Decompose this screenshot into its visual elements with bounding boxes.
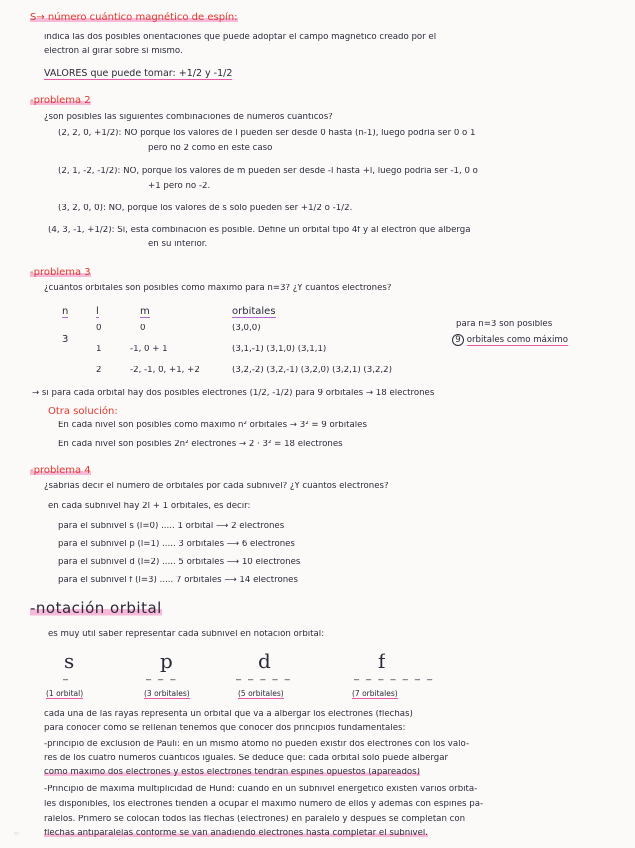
- watermark-logo: ▭: [14, 832, 19, 837]
- caption-f: [352, 690, 398, 699]
- table-n-value: 3: [62, 334, 69, 345]
- subnivel-row-p: para el subnivel p (l=1) ..... 3 orbitales ⟶ 6 electrones: [58, 540, 295, 549]
- problem2-c-line1: (3, 2, 0, 0): NO, porque los valores de s sólo pueden ser +1/2 o -1/2.: [58, 204, 353, 213]
- spin-values-text: VALORES que puede tomar: +1/2 y -1/2: [44, 69, 233, 79]
- table-row-3-orb: (3,2,-2) (3,2,-1) (3,2,0) (3,2,1) (3,2,2): [232, 366, 392, 375]
- conclusion-text: → si para cada orbital hay dos posibles electrones (1/2, -1/2) para 9 orbitales → 18 electrones: [32, 389, 435, 398]
- caption-f-text: (7 orbitales): [352, 690, 398, 698]
- notation-para-2: para conocer cómo se rellenan tenemos que conocer dos principios fundamentales:: [44, 724, 406, 733]
- pauli-line-2: res de los cuatro números cuánticos iguales. Se deduce que: cada orbital sólo puede albergar: [44, 754, 448, 763]
- caption-p: [144, 690, 190, 699]
- problem2-b-line1: (2, 1, -2, -1/2): NO, porque los valores de m pueden ser desde -l hasta +l, luego podría ser -1, 0 o: [58, 167, 478, 176]
- problem4-intro: en cada subnivel hay 2l + 1 orbitales, es decir:: [48, 502, 251, 511]
- spin-line-2: electrón al girar sobre sí mismo.: [44, 47, 183, 56]
- pauli-line-3: [44, 768, 420, 778]
- spin-values: [44, 69, 232, 80]
- problem2-a-line2: pero no 2 como en este caso: [148, 144, 273, 153]
- solution-line-1: En cada nivel son posibles como máximo n² orbitales → 3² = 9 orbitales: [58, 421, 367, 430]
- side-note-line1: para n=3 son posibles: [456, 320, 553, 329]
- dashes-f: _ _ _ _ _ _ _: [354, 670, 435, 681]
- problem2-question: ¿son posibles las siguientes combinaciones de números cuánticos?: [44, 113, 333, 122]
- problem2-b-line2: +1 pero no -2.: [148, 182, 211, 191]
- spin-line-1: indica las dos posibles orientaciones que puede adoptar el campo magnético creado por el: [44, 33, 437, 42]
- table-row-2-l: 1: [96, 345, 102, 354]
- pauli-line-1: -principio de exclusión de Pauli: en un mismo átomo no pueden existir dos electrones con los valo-: [44, 740, 470, 749]
- problem3-title-text: -problema 3: [30, 267, 91, 278]
- hund-line-1: -Principio de máxima multiplicidad de Hund: cuando en un subnivel energético existen varios orbita-: [44, 785, 478, 794]
- hund-line-4: [44, 829, 428, 839]
- table-row-1-l: 0: [96, 324, 102, 333]
- solution-line-2: En cada nivel son posibles 2n² electrones → 2 · 3² = 18 electrones: [58, 440, 343, 449]
- table-row-3-l: 2: [96, 366, 102, 375]
- table-row-1-m: 0: [140, 324, 146, 333]
- problem3-title: [30, 267, 91, 279]
- letter-s: s: [64, 650, 75, 673]
- spin-title: [30, 12, 238, 24]
- caption-d: [238, 690, 284, 699]
- header-n-text: n: [62, 306, 69, 317]
- problem2-d-line2: en su interior.: [148, 240, 208, 249]
- spin-title-text: S→ número cuántico magnético de espín:: [30, 12, 238, 23]
- table-header-l: [96, 306, 99, 318]
- side-note-text: orbitales como máximo: [466, 335, 568, 345]
- header-orbitales-text: orbitales: [232, 306, 276, 317]
- hund-line-2: les disponibles, los electrones tienden a ocupar el máximo número de ellos y además con espines pa-: [44, 800, 484, 809]
- hund-line-3: ralelos. Primero se colocan todos las flechas (electrones) en paralelo y después se completan con: [44, 815, 466, 824]
- table-row-2-orb: (3,1,-1) (3,1,0) (3,1,1): [232, 345, 327, 354]
- problem3-question: ¿cuántos orbitales son posibles como máximo para n=3? ¿Y cuántos electrones?: [44, 284, 392, 293]
- caption-d-text: (5 orbitales): [238, 690, 284, 698]
- problem2-a-line1: (2, 2, 0, +1/2): NO porque los valores de l pueden ser desde 0 hasta (n-1), luego podría ser 0 o 1: [58, 129, 476, 138]
- subnivel-row-d: para el subnivel d (l=2) ..... 5 orbitales ⟶ 10 electrones: [58, 558, 301, 567]
- dashes-d: _ _ _ _ _: [236, 670, 292, 681]
- table-row-2-m: -1, 0 + 1: [130, 345, 168, 354]
- problem2-title-text: -problema 2: [30, 95, 91, 106]
- notation-intro: es muy útil saber representar cada subnivel en notación orbital:: [48, 630, 325, 639]
- problem4-title-text: -problema 4: [30, 465, 91, 476]
- table-header-orbitales: [232, 306, 276, 318]
- pauli-line-3-text: como máximo dos electrones y estos electrones tendrán espines opuestos (apareados): [44, 768, 420, 777]
- table-row-3-m: -2, -1, 0, +1, +2: [130, 366, 200, 375]
- notation-title: [30, 600, 162, 617]
- hund-line-4-text: flechas antiparalelas conforme se van añadiendo electrones hasta completar el subnivel.: [44, 829, 429, 838]
- problem2-title: [30, 95, 91, 107]
- subnivel-row-f: para el subnivel f (l=3) ..... 7 orbitales ⟶ 14 electrones: [58, 576, 298, 585]
- header-l-text: l: [96, 306, 99, 317]
- side-note-line2: [452, 334, 568, 346]
- problem4-title: [30, 465, 91, 477]
- subnivel-row-s: para el subnivel s (l=0) ..... 1 orbital ⟶ 2 electrones: [58, 522, 285, 531]
- letter-p: p: [160, 650, 173, 673]
- letter-f: f: [378, 650, 386, 673]
- table-header-m: [140, 306, 150, 318]
- problem4-question: ¿sabrías decir el número de orbitales por cada subnivel? ¿Y cuántos electrones?: [44, 482, 389, 491]
- caption-s-text: (1 orbital): [46, 690, 84, 698]
- letter-d: d: [258, 650, 271, 673]
- notation-title-text: -notación orbital: [30, 600, 162, 617]
- dashes-s: _: [63, 670, 70, 681]
- notation-para-1: cada una de las rayas representa un orbital que va a albergar los electrones (flechas): [44, 710, 413, 719]
- caption-s: [46, 690, 83, 699]
- problem3-conclusion: [32, 389, 434, 399]
- other-solution-label: Otra solución:: [48, 406, 118, 417]
- caption-p-text: (3 orbitales): [144, 690, 190, 698]
- dashes-p: _ _ _: [146, 670, 178, 681]
- side-note-number: 9: [452, 334, 464, 346]
- problem2-d-line1: (4, 3, -1, +1/2): Sí, esta combinación es posible. Define un orbital tipo 4f y al electrón que alberga: [48, 226, 471, 235]
- header-m-text: m: [140, 306, 150, 317]
- table-header-n: [62, 306, 68, 318]
- table-row-1-orb: (3,0,0): [232, 324, 261, 333]
